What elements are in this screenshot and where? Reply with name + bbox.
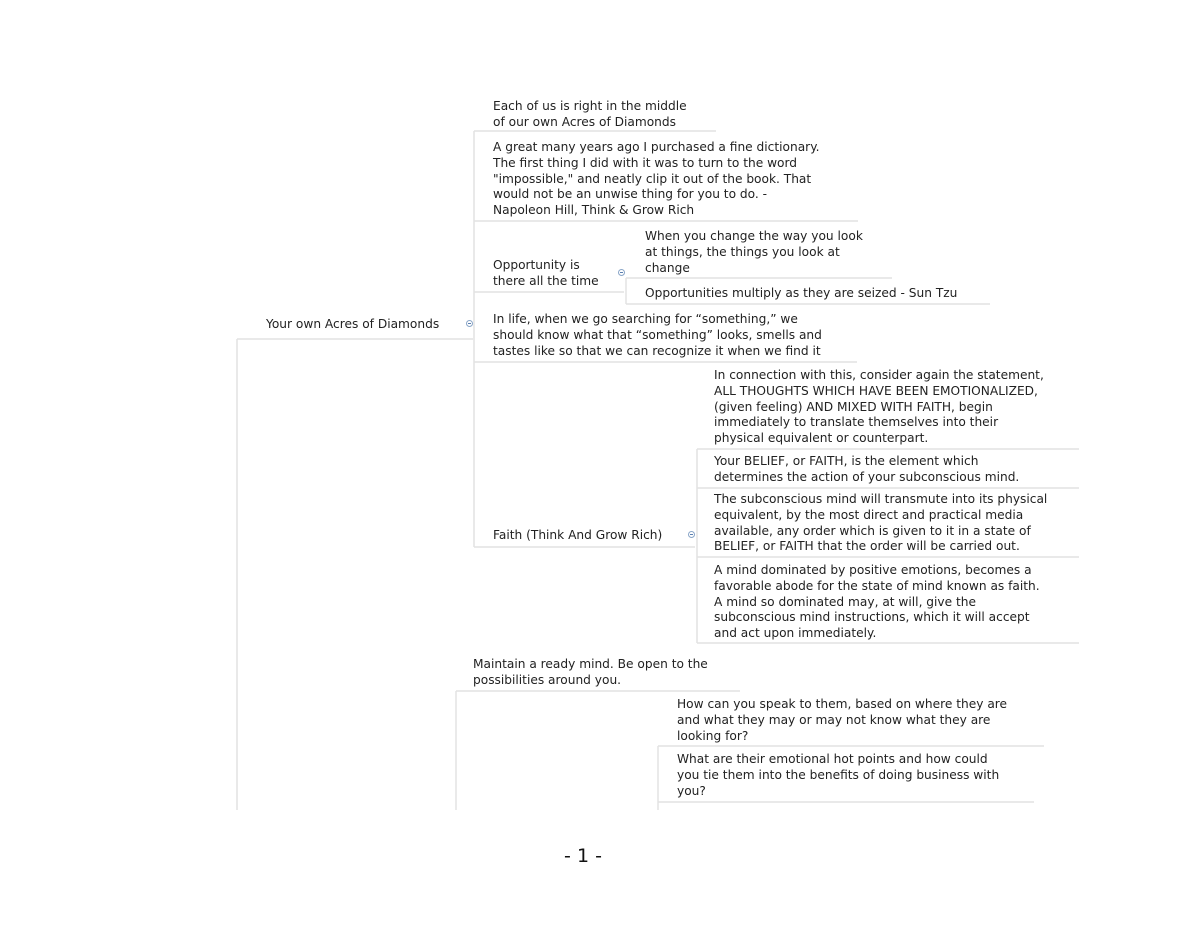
topic-change-view[interactable]: When you change the way you look at things, the things you look at change	[645, 229, 863, 275]
collapse-icon[interactable]	[466, 320, 473, 327]
topic-faith-subconscious[interactable]: The subconscious mind will transmute into its physical equivalent, by the most direct and practical media available, any order which is given to it in a state of BELIEF, or FAITH that the order will be carried out.	[714, 492, 1048, 554]
collapse-icon[interactable]	[618, 269, 625, 276]
topic-faith[interactable]: Faith (Think And Grow Rich)	[493, 528, 663, 542]
root-node[interactable]: Your own Acres of Diamonds	[266, 317, 440, 331]
topic-sun-tzu[interactable]: Opportunities multiply as they are seized - Sun Tzu	[645, 286, 958, 300]
topic-faith-belief[interactable]: Your BELIEF, or FAITH, is the element which determines the action of your subconscious mind.	[714, 454, 1020, 484]
topic-speak-to-them[interactable]: How can you speak to them, based on where they are and what they may or may not know what they are looking for?	[677, 697, 1008, 743]
page-number: - 1 -	[564, 845, 602, 867]
topic-searching[interactable]: In life, when we go searching for “something,” we should know what that “something” looks, smells and tastes like so that we can recognize it when we find it	[493, 312, 822, 358]
topic-faith-positive[interactable]: A mind dominated by positive emotions, becomes a favorable abode for the state of mind known as faith. A mind so dominated may, at will, give the subconscious mind instructions, which it will accept and act upon immediately.	[714, 563, 1040, 641]
topic-opportunity[interactable]: Opportunity is there all the time	[493, 258, 599, 288]
topic-acres-middle[interactable]: Each of us is right in the middle of our own Acres of Diamonds	[493, 99, 687, 129]
topic-faith-statement[interactable]: In connection with this, consider again the statement, ALL THOUGHTS WHICH HAVE BEEN EMOTIONALIZED, (given feeling) AND MIXED WITH FAITH, begin immediately to translate themselves into their physical equivalent or counterpart.	[714, 368, 1044, 446]
topic-emotional-hot-points[interactable]: What are their emotional hot points and how could you tie them into the benefits of doing business with you?	[677, 752, 1000, 798]
collapse-icon[interactable]	[688, 531, 695, 538]
topic-dictionary-quote[interactable]: A great many years ago I purchased a fine dictionary. The first thing I did with it was to turn to the word "impossible," and neatly clip it out of the book. That would not be an unwise thing for you to do. - Napoleon Hill, Think & Grow Rich	[493, 140, 820, 218]
topic-ready-mind[interactable]: Maintain a ready mind. Be open to the possibilities around you.	[473, 657, 708, 687]
